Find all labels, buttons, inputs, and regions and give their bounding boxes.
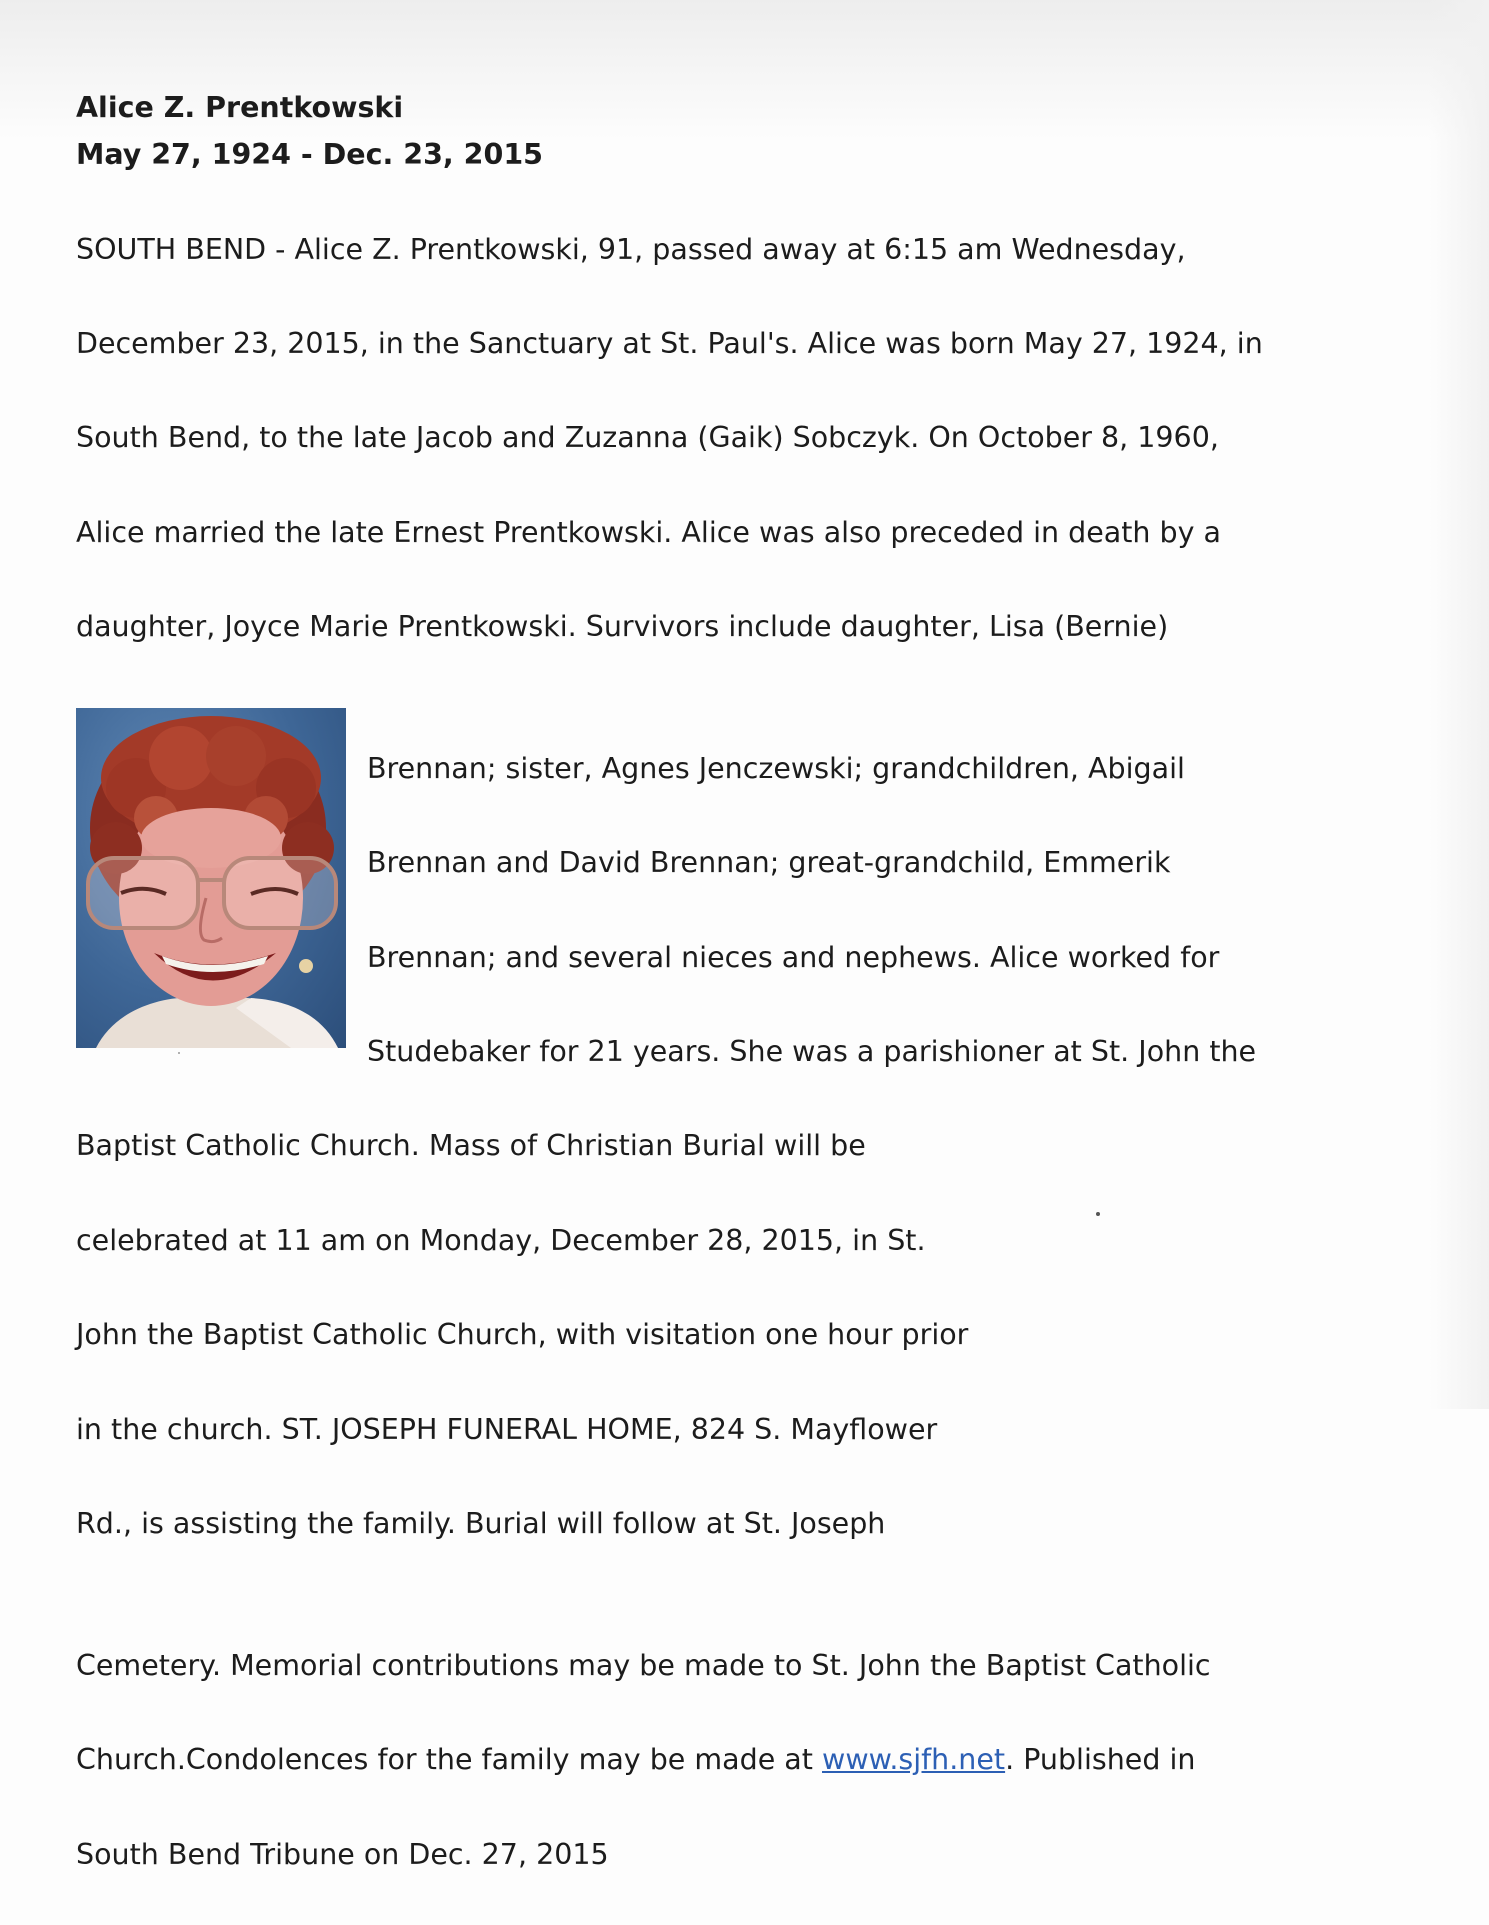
text-line: South Bend, to the late Jacob and Zuzanna (Gaik) Sobczyk. On October 8, 1960, bbox=[76, 421, 1219, 455]
text-line: John the Baptist Catholic Church, with visitation one hour prior bbox=[76, 1318, 969, 1352]
website-link[interactable]: www.sjfh.net bbox=[822, 1743, 1006, 1777]
text-line: Brennan and David Brennan; great-grandchild, Emmerik bbox=[367, 846, 1171, 880]
text-line: Alice married the late Ernest Prentkowski. Alice was also preceded in death by a bbox=[76, 515, 1222, 549]
text-line: SOUTH BEND - Alice Z. Prentkowski, 91, passed away at 6:15 am Wednesday, bbox=[76, 232, 1186, 266]
text-line: December 23, 2015, in the Sanctuary at St. Paul's. Alice was born May 27, 1924, in bbox=[76, 327, 1263, 361]
text-line: Brennan; sister, Agnes Jenczewski; grandchildren, Abigail bbox=[367, 751, 1185, 785]
text-line: in the church. ST. JOSEPH FUNERAL HOME, 824 S. Mayflower bbox=[76, 1412, 938, 1446]
obituary-closing-lines bbox=[76, 1595, 1386, 1925]
scan-edge bbox=[1429, 0, 1489, 1409]
text-line: Brennan; and several nieces and nephews. Alice worked for bbox=[367, 940, 1220, 974]
text-line: South Bend Tribune on Dec. 27, 2015 bbox=[76, 1837, 609, 1871]
obituary-clipping bbox=[76, 84, 1386, 1925]
text-line: Cemetery. Memorial contributions may be made to St. John the Baptist Catholic bbox=[76, 1648, 1211, 1682]
text-line: daughter, Joyce Marie Prentkowski. Survivors include daughter, Lisa (Bernie) bbox=[76, 610, 1169, 644]
text-line-end: . Published in bbox=[1005, 1743, 1196, 1777]
text-line: celebrated at 11 am on Monday, December 28, 2015, in St. bbox=[76, 1223, 926, 1257]
obituary-intro-lines bbox=[76, 178, 1386, 697]
obituary-name: Alice Z. Prentkowski bbox=[76, 91, 404, 124]
text-line-start: Church.Condolences for the family may be made at bbox=[76, 1743, 823, 1777]
text-line: Baptist Catholic Church. Mass of Christian Burial will be bbox=[76, 1129, 866, 1163]
text-line bbox=[76, 1736, 1386, 1783]
scan-speck bbox=[178, 1052, 180, 1054]
obituary-dates: May 27, 1924 - Dec. 23, 2015 bbox=[76, 138, 543, 172]
text-line: Rd., is assisting the family. Burial will follow at St. Joseph bbox=[76, 1507, 886, 1541]
photo-section bbox=[76, 698, 1386, 1595]
text-line: Studebaker for 21 years. She was a parishioner at St. John the bbox=[367, 1035, 1257, 1069]
scan-speck bbox=[1096, 1212, 1100, 1216]
portrait-photo bbox=[76, 708, 346, 1048]
